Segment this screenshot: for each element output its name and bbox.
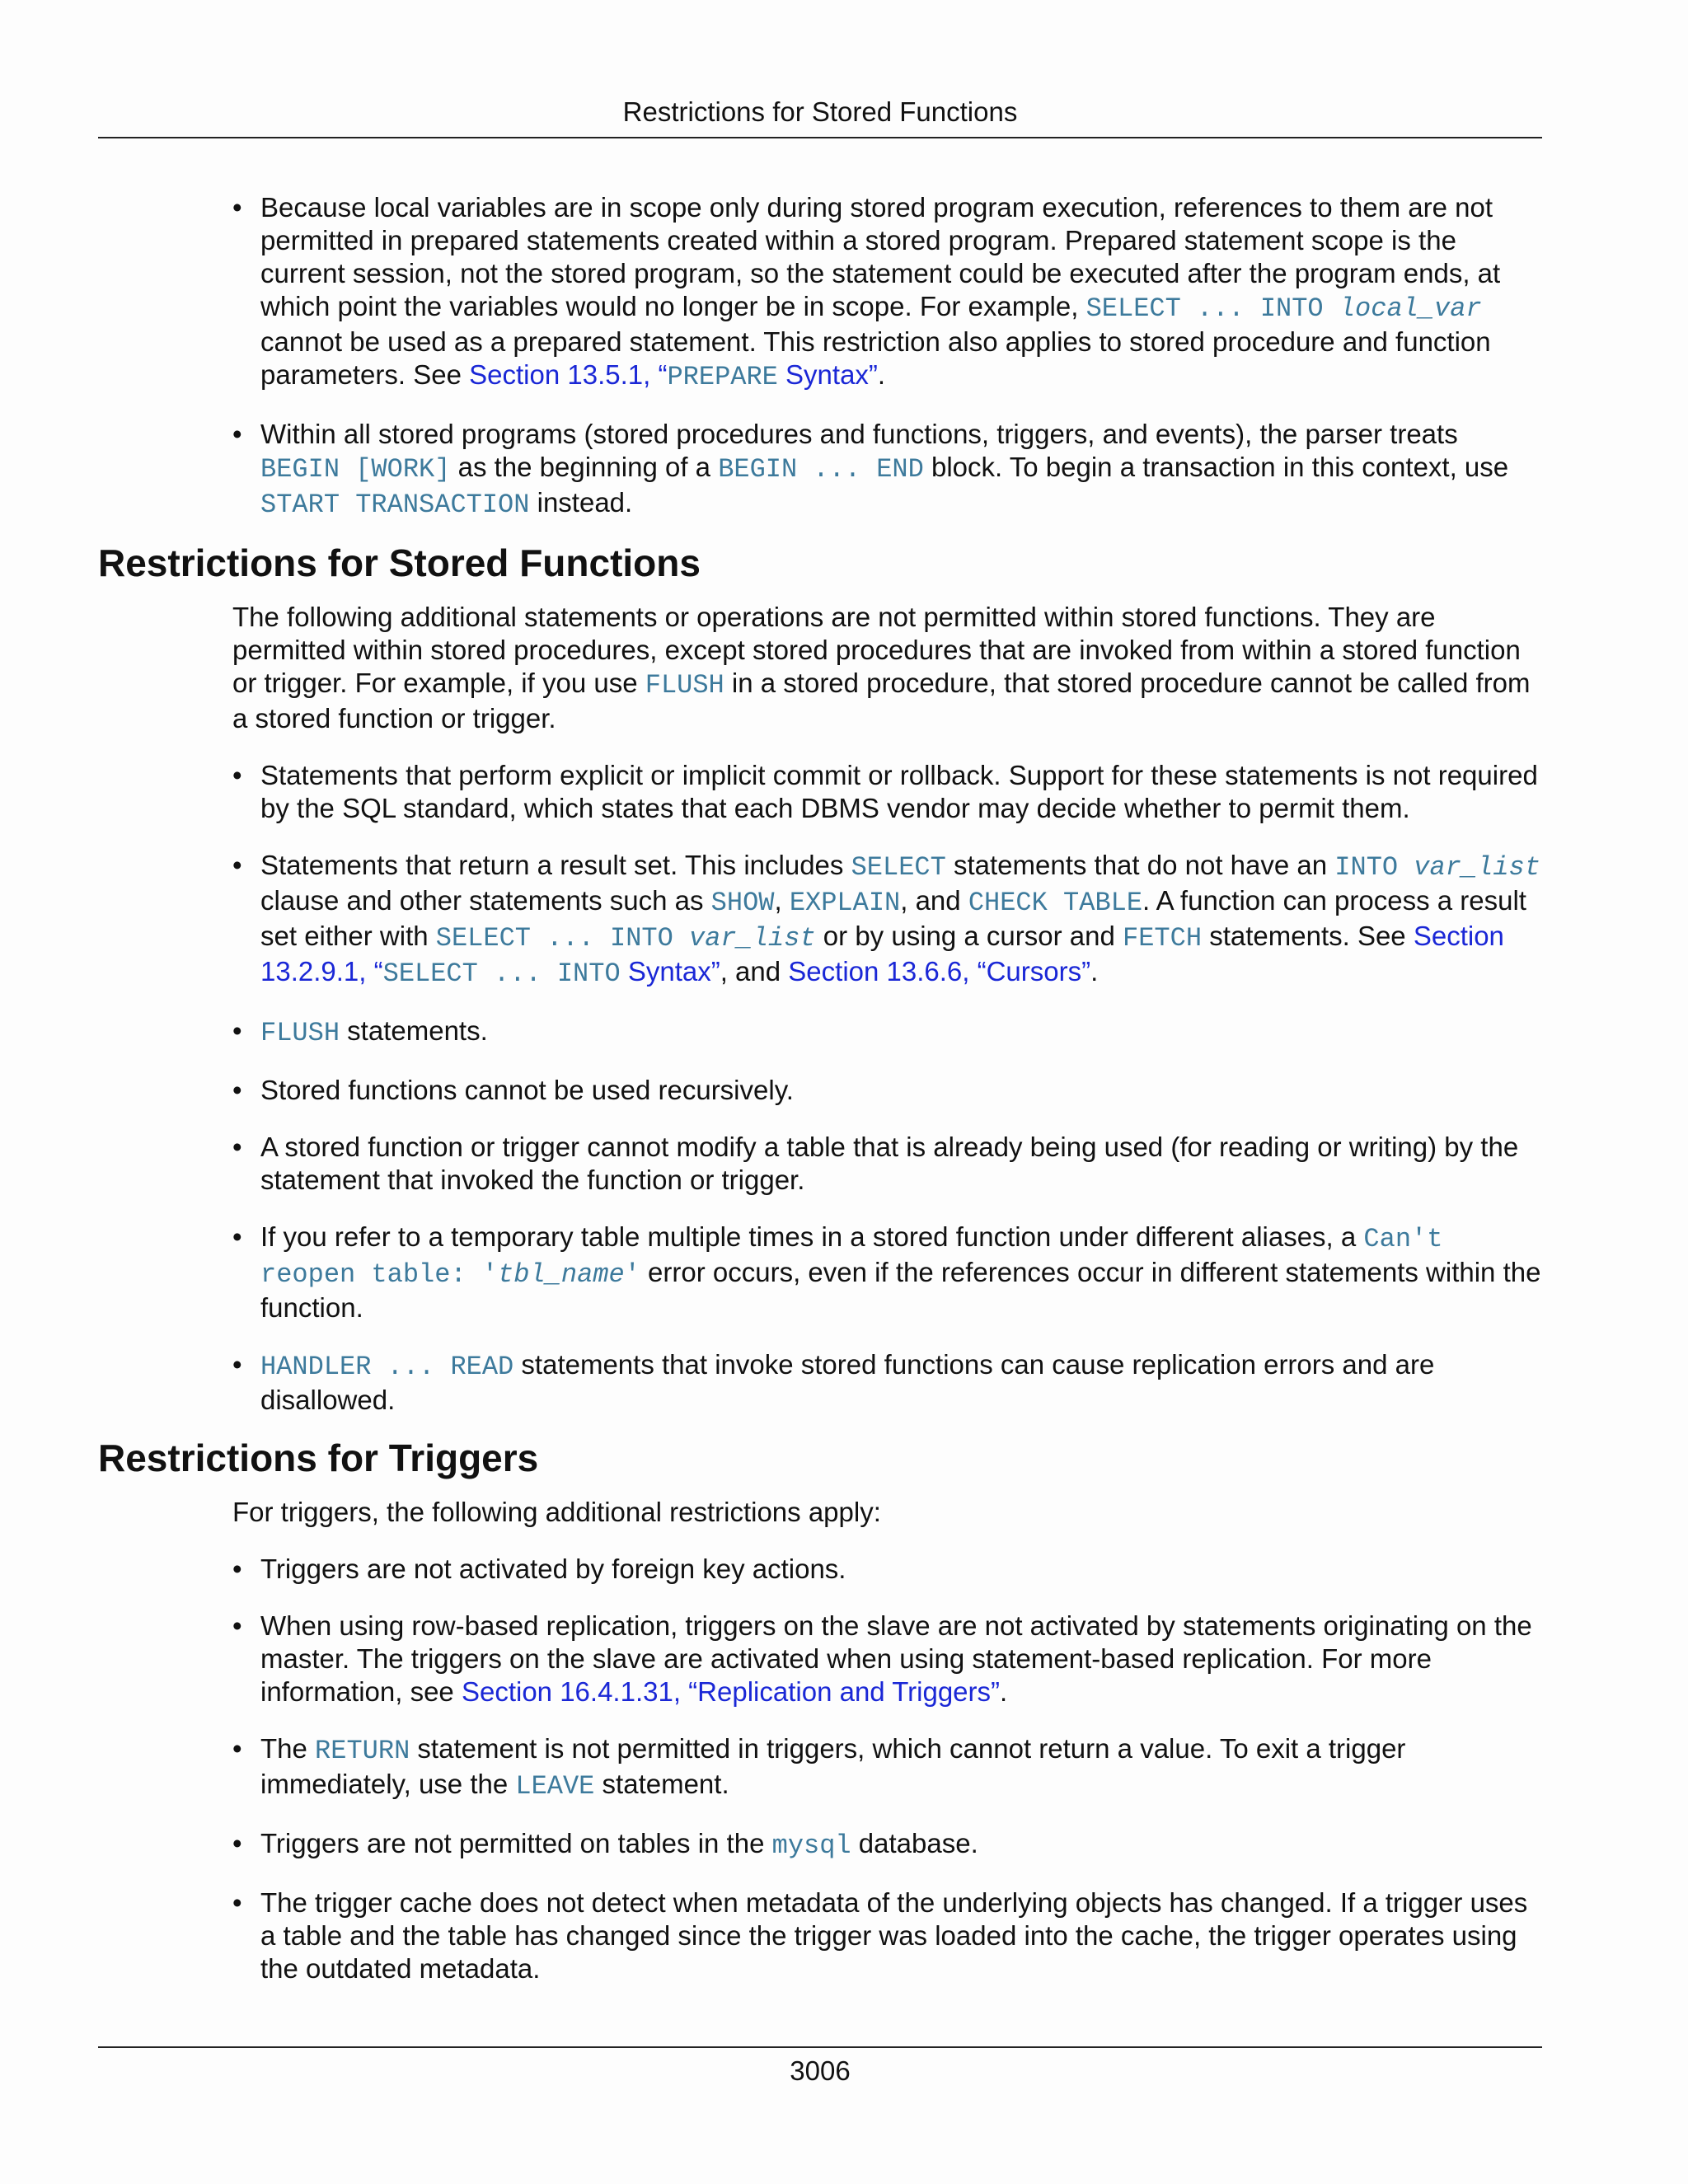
- list-item: • HANDLER ... READ statements that invoke stored functions can cause replication errors and are disallowed.: [232, 1348, 1543, 1417]
- code-fetch: FETCH: [1123, 923, 1203, 954]
- code-begin-work: BEGIN [WORK]: [260, 454, 451, 485]
- functions-bullet-list: [0, 759, 1688, 1417]
- section-title-triggers: Restrictions for Triggers: [98, 1436, 539, 1479]
- code-mysql: mysql: [771, 1830, 851, 1861]
- list-item: • A stored function or trigger cannot modify a table that is already being used (for reading or writing) by the statement that invoked the function or trigger.: [232, 1131, 1543, 1197]
- code-check-table: CHECK TABLE: [968, 888, 1143, 918]
- code-select-into-var-list: SELECT ... INTO var_list: [435, 923, 816, 954]
- code-flush: FLUSH: [260, 1018, 340, 1048]
- text: Within all stored programs (stored procedures and functions, triggers, and events), the parser treats: [260, 419, 1458, 449]
- list-item: • Within all stored programs (stored procedures and functions, triggers, and events), the parser treats BEGIN [WORK] as the beginning of a BEGIN ... END block. To begin a transaction in this context, use START TRANSACTION instead.: [232, 418, 1543, 522]
- code-cant-reopen-table: Can't reopen table: 'tbl_name': [260, 1224, 1443, 1290]
- functions-intro-paragraph: The following additional statements or operations are not permitted within stored functions. They are permitted within stored procedures, except stored procedures that are invoked from within a stored function or trigger. For example, if you use FLUSH in a stored procedure, that stored procedure cannot be called from a stored function or trigger.: [232, 602, 1531, 733]
- link-cursors[interactable]: Section 13.6.6, “Cursors”: [788, 956, 1091, 987]
- link-prepare-syntax[interactable]: Section 13.5.1, “PREPARE Syntax”: [469, 359, 878, 392]
- running-header: [98, 96, 1542, 138]
- page-number: 3006: [790, 2055, 851, 2086]
- text: cannot be used as a prepared statement. This restriction also applies to stored procedure and function parameters. See: [260, 326, 1491, 390]
- list-item: • The RETURN statement is not permitted in triggers, which cannot return a value. To exit a trigger immediately, use the LEAVE statement.: [232, 1732, 1543, 1803]
- list-item: • The trigger cache does not detect when metadata of the underlying objects has changed. If a trigger uses a table and the table has changed since the trigger was loaded into the cache, the trigger operates using the outdated metadata.: [232, 1886, 1543, 1985]
- triggers-bullet-list: [0, 1553, 1688, 1985]
- list-item: • Triggers are not permitted on tables in the mysql database.: [232, 1827, 1543, 1863]
- list-item: • Statements that perform explicit or implicit commit or rollback. Support for these statements is not required by the SQL standard, which states that each DBMS vendor may decide whether to permit them.: [232, 759, 1543, 825]
- list-item: • Because local variables are in scope only during stored program execution, references to them are not permitted in prepared statements created within a stored program. Prepared statement scope is the current session, not the stored program, so the statement could be executed after the program ends, at which point the variables would no longer be in scope. For example, SELECT ... INTO local_var cannot be used as a prepared statement. This restriction also applies to stored procedure and function parameters. See Section 13.5.1, “PREPARE Syntax”.: [232, 191, 1543, 394]
- running-header-title: Restrictions for Stored Functions: [622, 96, 1018, 127]
- code-leave: LEAVE: [515, 1771, 595, 1802]
- code-show: SHOW: [710, 888, 775, 918]
- running-footer: [98, 2046, 1542, 2088]
- list-item: • If you refer to a temporary table multiple times in a stored function under different aliases, a Can't reopen table: 'tbl_name' error occurs, even if the references occur in different statements within the function.: [232, 1221, 1543, 1324]
- code-explain: EXPLAIN: [789, 888, 901, 918]
- list-item: • When using row-based replication, triggers on the slave are not activated by statements originating on the master. The triggers on the slave are activated when using statement-based replication. For more information, see Section 16.4.1.31, “Replication and Triggers”.: [232, 1610, 1543, 1708]
- list-item: • Statements that return a result set. This includes SELECT statements that do not have an INTO var_list clause and other statements such as SHOW, EXPLAIN, and CHECK TABLE. A function can process a result set either with SELECT ... INTO var_list or by using a cursor and FETCH statements. See Section 13.2.9.1, “SELECT ... INTO Syntax”, and Section 13.6.6, “Cursors”.: [232, 849, 1543, 991]
- code-return: RETURN: [315, 1736, 410, 1766]
- code-start-transaction: START TRANSACTION: [260, 490, 530, 520]
- code-select: SELECT: [851, 852, 946, 883]
- code-begin-end: BEGIN ... END: [718, 454, 924, 485]
- intro-bullet-list: [0, 191, 1688, 522]
- list-item: • Triggers are not activated by foreign key actions.: [232, 1553, 1543, 1586]
- code-flush: FLUSH: [645, 670, 724, 701]
- link-select-into-syntax[interactable]: Section 13.2.9.1, “SELECT ... INTO Syntax”: [260, 921, 1504, 989]
- section-title-stored-functions: Restrictions for Stored Functions: [98, 541, 701, 584]
- code-into-var-list: INTO var_list: [1334, 852, 1540, 883]
- triggers-intro-paragraph: For triggers, the following additional restrictions apply:: [232, 1497, 881, 1527]
- list-item: • Stored functions cannot be used recursively.: [232, 1074, 1543, 1107]
- link-replication-and-triggers[interactable]: Section 16.4.1.31, “Replication and Triggers”: [461, 1676, 1001, 1707]
- page-content: [0, 191, 1688, 1985]
- code-select-into: SELECT ... INTO local_var: [1085, 293, 1482, 324]
- list-item: • FLUSH statements.: [232, 1015, 1543, 1050]
- code-handler-read: HANDLER ... READ: [260, 1352, 514, 1382]
- text: Because local variables are in scope only during stored program execution, references to them are not permitted in prepared statements created within a stored program. Prepared statement scope is the current session, not the stored program, so the statement could be executed after the program ends, at which point the variables would no longer be in scope. For example,: [260, 192, 1501, 321]
